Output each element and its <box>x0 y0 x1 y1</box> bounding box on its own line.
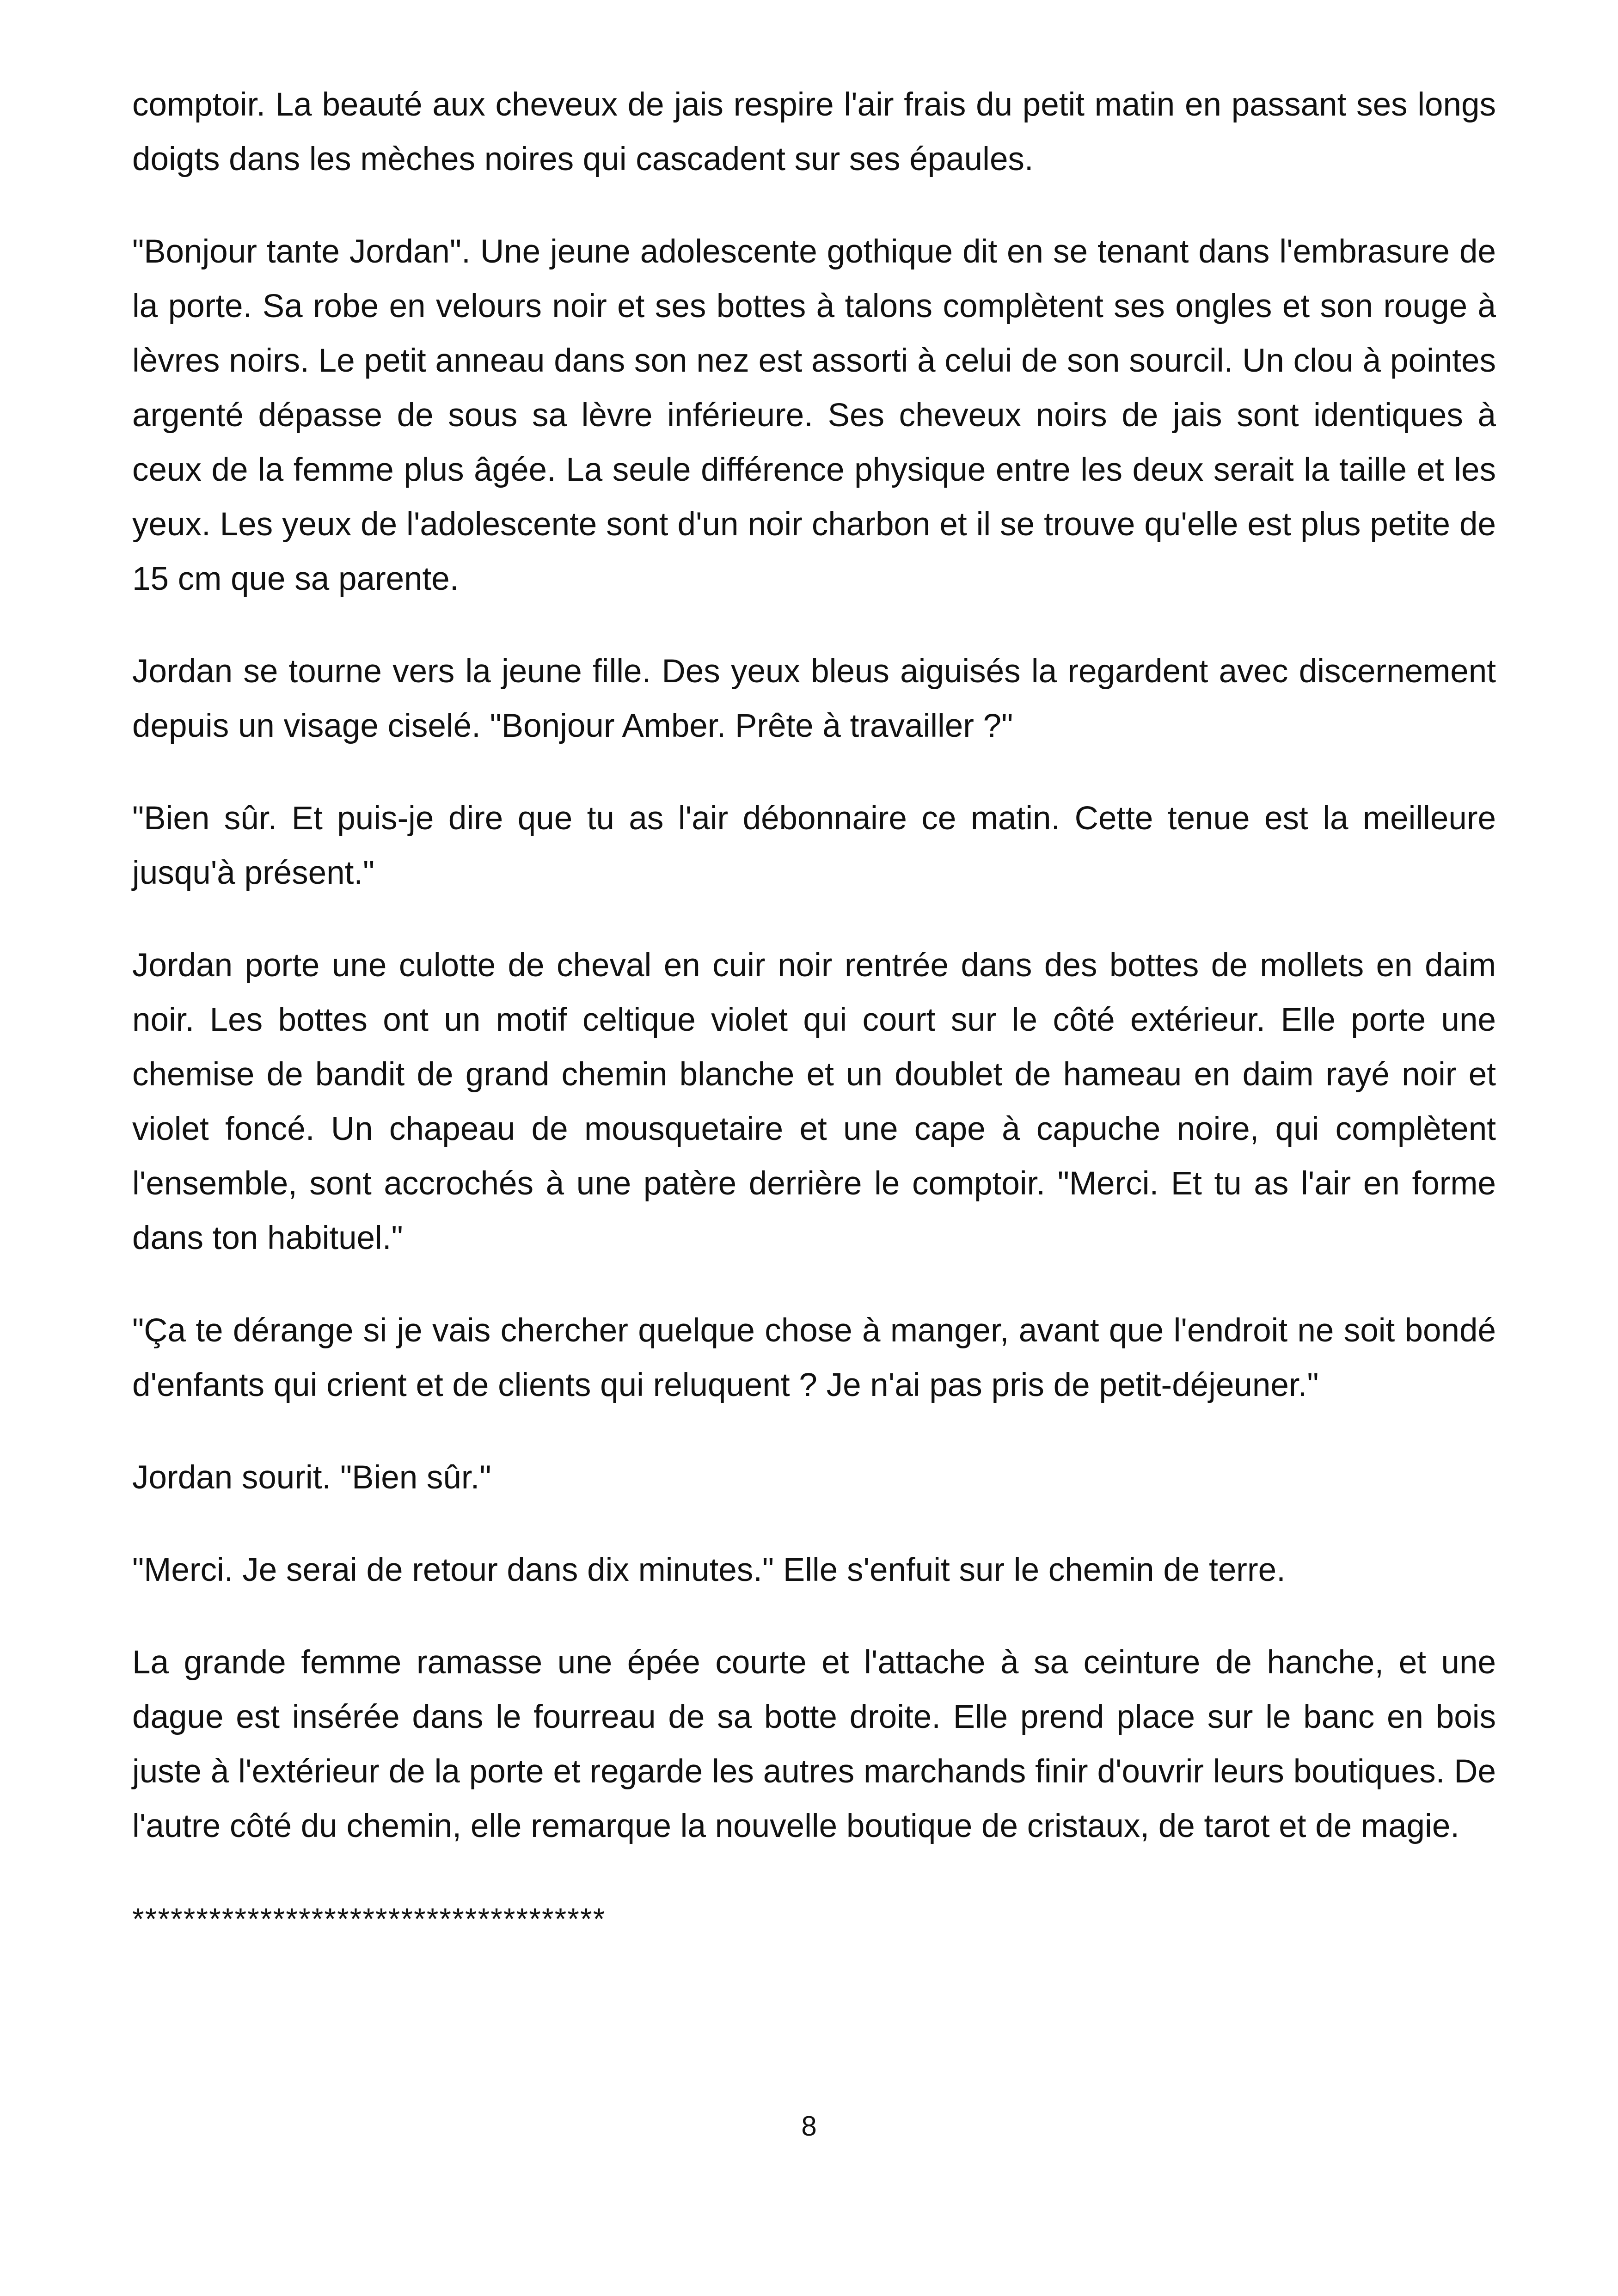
paragraph-2: "Bonjour tante Jordan". Une jeune adolescente gothique dit en se tenant dans l'embrasure de la porte. Sa robe en velours noir et ses bottes à talons complètent ses ongles et son rouge à lèvres noirs. Le petit anneau dans son nez est assorti à celui de son sourcil. Un clou à pointes argenté dépasse de sous sa lèvre inférieure. Ses cheveux noirs de jais sont identiques à ceux de la femme plus âgée. La seule différence physique entre les deux serait la taille et les yeux. Les yeux de l'adolescente sont d'un noir charbon et il se trouve qu'elle est plus petite de 15 cm que sa parente. <box>132 233 1496 597</box>
paragraph-9: La grande femme ramasse une épée courte et l'attache à sa ceinture de hanche, et une dague est insérée dans le fourreau de sa botte droite. Elle prend place sur le banc en bois juste à l'extérieur de la porte et regarde les autres marchands finir d'ouvrir leurs boutiques. De l'autre côté du chemin, elle remarque la nouvelle boutique de cristaux, de tarot et de magie. <box>132 1644 1496 1844</box>
scene-separator: ************************************* <box>132 1902 606 1936</box>
paragraph-3: Jordan se tourne vers la jeune fille. Des yeux bleus aiguisés la regardent avec discernement depuis un visage ciselé. "Bonjour Amber. Prête à travailler ?" <box>132 653 1496 744</box>
paragraph-6: "Ça te dérange si je vais chercher quelque chose à manger, avant que l'endroit ne soit bondé d'enfants qui crient et de clients qui reluquent ? Je n'ai pas pris de petit-déjeuner." <box>132 1312 1496 1403</box>
body-text <box>132 78 1496 1946</box>
paragraph-4: "Bien sûr. Et puis-je dire que tu as l'air débonnaire ce matin. Cette tenue est la meilleure jusqu'à présent." <box>132 800 1496 891</box>
paragraph-7: Jordan sourit. "Bien sûr." <box>132 1459 491 1496</box>
paragraph-1: comptoir. La beauté aux cheveux de jais respire l'air frais du petit matin en passant ses longs doigts dans les mèches noires qui cascadent sur ses épaules. <box>132 86 1496 178</box>
paragraph-5: Jordan porte une culotte de cheval en cuir noir rentrée dans des bottes de mollets en daim noir. Les bottes ont un motif celtique violet qui court sur le côté extérieur. Elle porte une chemise de bandit de grand chemin blanche et un doublet de hameau en daim rayé noir et violet foncé. Un chapeau de mousquetaire et une cape à capuche noire, qui complètent l'ensemble, sont accrochés à une patère derrière le comptoir. "Merci. Et tu as l'air en forme dans ton habituel." <box>132 947 1496 1256</box>
page-number: 8 <box>801 2111 817 2142</box>
paragraph-8: "Merci. Je serai de retour dans dix minutes." Elle s'enfuit sur le chemin de terre. <box>132 1552 1286 1588</box>
